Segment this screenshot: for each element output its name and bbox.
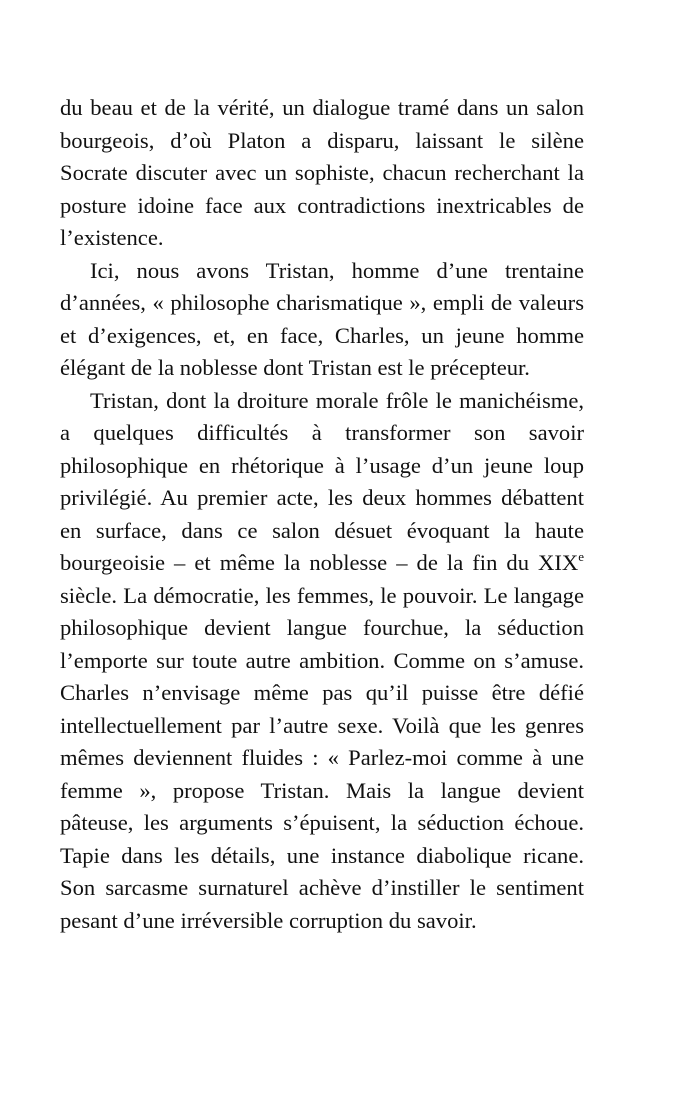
century-superscript: e xyxy=(578,549,584,564)
paragraph-text-before-century: Tristan, dont la droiture morale frôle le manichéisme, a quelques difficultés à transformer son savoir philosophique en rhétorique à l’usage d’un jeune loup privilégié. Au premier acte, les deux hommes débattent en surface, dans ce salon désuet évoquant la haute bourgeoisie – et même la noblesse – de la fin du XIX xyxy=(60,387,584,575)
document-page xyxy=(60,92,584,937)
paragraph-tristan-dialogue xyxy=(60,385,584,938)
paragraph-tristan-charles: Ici, nous avons Tristan, homme d’une trentaine d’années, « philosophe charismatique », empli de valeurs et d’exigences, et, en face, Charles, un jeune homme élégant de la noblesse dont Tristan est le précepteur. xyxy=(60,257,584,380)
paragraph-continuation: du beau et de la vérité, un dialogue tramé dans un salon bourgeois, d’où Platon a disparu, laissant le silène Socrate discuter avec un sophiste, chacun recherchant la posture idoine face aux contradictions inextricables de l’existence. xyxy=(60,95,584,250)
paragraph-text-after-century: siècle. La démocratie, les femmes, le pouvoir. Le langage philosophique devient langue fourchue, la séduction l’emporte sur toute autre ambition. Comme on s’amuse. Charles n’envisage même pas qu’il puisse être défié intellectuellement par l’autre sexe. Voilà que les genres mêmes deviennent fluides : « Parlez-moi comme à une femme », propose Tristan. Mais la langue devient pâteuse, les arguments s’épuisent, la séduction échoue. Tapie dans les détails, une instance diabolique ricane. Son sarcasme surnaturel achève d’instiller le sentiment pesant d’une irréversible corruption du savoir. xyxy=(60,582,584,933)
